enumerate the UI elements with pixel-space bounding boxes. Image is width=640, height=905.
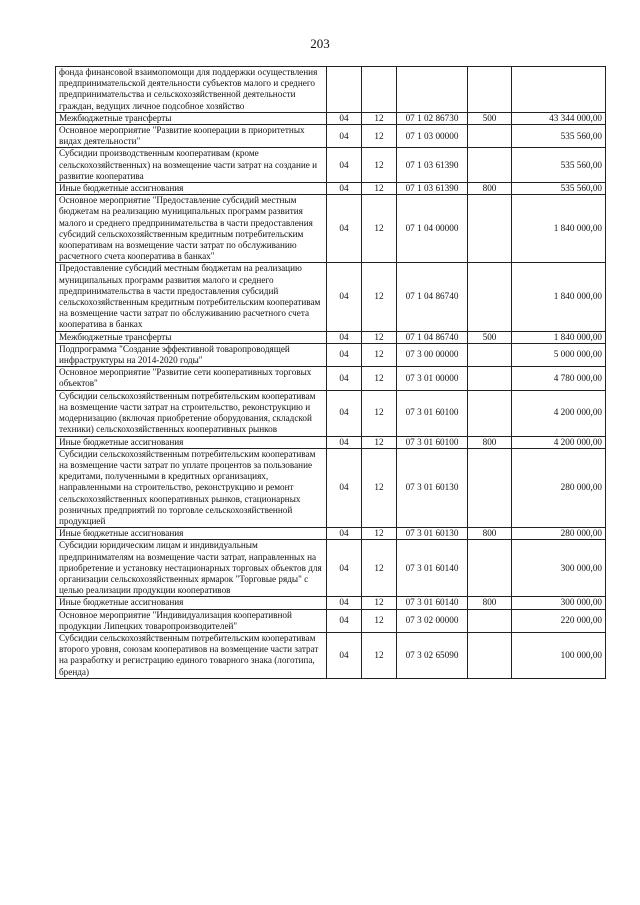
table-row (56, 331, 606, 343)
row-amount-cell: 5 000 000,00 (512, 343, 606, 366)
row-section-cell: 04 (327, 331, 362, 343)
row-target-cell: 07 1 04 86740 (397, 263, 468, 331)
row-expense-type-cell (468, 195, 512, 263)
row-target-cell: 07 1 03 61390 (397, 183, 468, 195)
row-name-cell: Иные бюджетные ассигнования (56, 597, 327, 609)
row-name-cell: фонда финансовой взаимопомощи для поддержки осуществления предпринимательской деятельности субъектов малого и среднего предпринимательства и сельскохозяйственной деятельности граждан, ведущих личное подсобное хозяйство (56, 67, 327, 113)
row-section-cell: 04 (327, 263, 362, 331)
row-expense-type-cell (468, 148, 512, 183)
table-row (56, 597, 606, 609)
row-name-cell: Межбюджетные трансферты (56, 112, 327, 124)
row-subsection-cell: 12 (362, 148, 397, 183)
row-section-cell: 04 (327, 195, 362, 263)
row-expense-type-cell: 800 (468, 528, 512, 540)
row-subsection-cell: 12 (362, 540, 397, 597)
row-name-cell: Основное мероприятие "Индивидуализация кооперативной продукции Липецких товаропроизводителей" (56, 609, 327, 632)
row-amount-cell: 300 000,00 (512, 597, 606, 609)
row-target-cell: 07 3 02 65090 (397, 632, 468, 678)
row-expense-type-cell (468, 390, 512, 436)
table-row (56, 195, 606, 263)
row-expense-type-cell: 500 (468, 112, 512, 124)
row-amount-cell: 535 560,00 (512, 183, 606, 195)
row-amount-cell (512, 67, 606, 113)
row-name-cell: Субсидии юридическим лицам и индивидуальным предпринимателям на возмещение части затрат, направленных на приобретение и установку нестационарных торговых объектов для организации сельскохозяйственных ярмарок "Торговые ряды" с целью реализации продукции кооперативов (56, 540, 327, 597)
row-section-cell: 04 (327, 343, 362, 366)
row-subsection-cell: 12 (362, 436, 397, 448)
row-amount-cell: 4 200 000,00 (512, 390, 606, 436)
row-name-cell: Основное мероприятие "Развитие сети кооперативных торговых объектов" (56, 367, 327, 390)
row-target-cell: 07 1 04 86740 (397, 331, 468, 343)
row-target-cell: 07 3 01 60140 (397, 597, 468, 609)
row-section-cell (327, 67, 362, 113)
row-subsection-cell (362, 67, 397, 113)
table-row (56, 540, 606, 597)
row-section-cell: 04 (327, 125, 362, 148)
row-amount-cell: 43 344 000,00 (512, 112, 606, 124)
row-subsection-cell: 12 (362, 632, 397, 678)
row-amount-cell: 4 200 000,00 (512, 436, 606, 448)
row-name-cell: Предоставление субсидий местным бюджетам на реализацию муниципальных программ развития малого и среднего предпринимательства в части предоставления субсидий сельскохозяйственным кредитным потребительским кооперативам на возмещение части затрат по обслуживанию расчетного счета кооператива в банках (56, 263, 327, 331)
row-name-cell: Основное мероприятие "Развитие кооперации в приоритетных видах деятельности" (56, 125, 327, 148)
row-name-cell: Иные бюджетные ассигнования (56, 436, 327, 448)
row-section-cell: 04 (327, 367, 362, 390)
row-name-cell: Основное мероприятие "Предоставление субсидий местным бюджетам на реализацию муниципальных программ развития малого и среднего предпринимательства в части предоставления субсидий сельскохозяйственным кредитным потребительским кооперативам на возмещение части затрат по обслуживанию расчетного счета кооператива в банках" (56, 195, 327, 263)
row-subsection-cell: 12 (362, 528, 397, 540)
row-subsection-cell: 12 (362, 183, 397, 195)
row-name-cell: Подпрограмма "Создание эффективной товаропроводящей инфраструктуры на 2014-2020 годы" (56, 343, 327, 366)
row-section-cell: 04 (327, 632, 362, 678)
row-section-cell: 04 (327, 112, 362, 124)
row-amount-cell: 1 840 000,00 (512, 195, 606, 263)
row-expense-type-cell (468, 632, 512, 678)
row-target-cell: 07 3 01 60100 (397, 436, 468, 448)
row-subsection-cell: 12 (362, 367, 397, 390)
row-target-cell: 07 3 00 00000 (397, 343, 468, 366)
row-target-cell: 07 3 01 60140 (397, 540, 468, 597)
table-row (56, 632, 606, 678)
row-subsection-cell: 12 (362, 609, 397, 632)
row-subsection-cell: 12 (362, 343, 397, 366)
row-target-cell: 07 1 02 86730 (397, 112, 468, 124)
row-amount-cell: 100 000,00 (512, 632, 606, 678)
table-row (56, 367, 606, 390)
row-subsection-cell: 12 (362, 448, 397, 527)
row-target-cell: 07 3 01 00000 (397, 367, 468, 390)
row-amount-cell: 1 840 000,00 (512, 263, 606, 331)
table-row (56, 263, 606, 331)
row-target-cell: 07 1 04 00000 (397, 195, 468, 263)
row-subsection-cell: 12 (362, 125, 397, 148)
row-expense-type-cell (468, 67, 512, 113)
row-name-cell: Межбюджетные трансферты (56, 331, 327, 343)
table-row (56, 528, 606, 540)
row-subsection-cell: 12 (362, 390, 397, 436)
row-section-cell: 04 (327, 540, 362, 597)
row-amount-cell: 535 560,00 (512, 125, 606, 148)
row-target-cell: 07 3 02 00000 (397, 609, 468, 632)
table-row (56, 183, 606, 195)
row-subsection-cell: 12 (362, 112, 397, 124)
row-target-cell: 07 1 03 61390 (397, 148, 468, 183)
table-row (56, 112, 606, 124)
row-target-cell (397, 67, 468, 113)
row-expense-type-cell (468, 540, 512, 597)
row-target-cell: 07 1 03 00000 (397, 125, 468, 148)
row-name-cell: Субсидии сельскохозяйственным потребительским кооперативам на возмещение части затрат на строительство, реконструкцию и модернизацию (включая приобретение оборудования, складской техники) сельскохозяйственных кооперативных рынков (56, 390, 327, 436)
row-expense-type-cell (468, 343, 512, 366)
row-name-cell: Субсидии производственным кооперативам (кроме сельскохозяйственных) на возмещение части затрат на создание и развитие кооператива (56, 148, 327, 183)
budget-table-body (56, 67, 606, 679)
row-section-cell: 04 (327, 436, 362, 448)
row-expense-type-cell (468, 367, 512, 390)
row-section-cell: 04 (327, 390, 362, 436)
row-name-cell: Иные бюджетные ассигнования (56, 528, 327, 540)
row-section-cell: 04 (327, 183, 362, 195)
table-row (56, 436, 606, 448)
row-expense-type-cell (468, 125, 512, 148)
row-section-cell: 04 (327, 448, 362, 527)
page-number: 203 (310, 36, 330, 51)
row-target-cell: 07 3 01 60130 (397, 448, 468, 527)
table-row (56, 148, 606, 183)
row-name-cell: Субсидии сельскохозяйственным потребительским кооперативам второго уровня, союзам кооперативов на возмещение части затрат на разработку и регистрацию единого товарного знака (логотипа, бренда) (56, 632, 327, 678)
row-expense-type-cell (468, 448, 512, 527)
table-row (56, 609, 606, 632)
row-amount-cell: 4 780 000,00 (512, 367, 606, 390)
row-amount-cell: 1 840 000,00 (512, 331, 606, 343)
table-row (56, 125, 606, 148)
row-expense-type-cell: 800 (468, 436, 512, 448)
table-row (56, 343, 606, 366)
row-expense-type-cell (468, 263, 512, 331)
row-section-cell: 04 (327, 148, 362, 183)
row-section-cell: 04 (327, 597, 362, 609)
table-row (56, 448, 606, 527)
row-section-cell: 04 (327, 609, 362, 632)
row-target-cell: 07 3 01 60100 (397, 390, 468, 436)
table-row (56, 390, 606, 436)
row-subsection-cell: 12 (362, 263, 397, 331)
row-amount-cell: 535 560,00 (512, 148, 606, 183)
row-amount-cell: 220 000,00 (512, 609, 606, 632)
row-target-cell: 07 3 01 60130 (397, 528, 468, 540)
row-expense-type-cell: 800 (468, 597, 512, 609)
row-expense-type-cell (468, 609, 512, 632)
row-expense-type-cell: 800 (468, 183, 512, 195)
table-row (56, 67, 606, 113)
row-section-cell: 04 (327, 528, 362, 540)
row-amount-cell: 280 000,00 (512, 448, 606, 527)
row-amount-cell: 300 000,00 (512, 540, 606, 597)
row-subsection-cell: 12 (362, 331, 397, 343)
row-subsection-cell: 12 (362, 597, 397, 609)
row-name-cell: Иные бюджетные ассигнования (56, 183, 327, 195)
row-name-cell: Субсидии сельскохозяйственным потребительским кооперативам на возмещение части затрат по уплате процентов за пользование кредитами, полученными в кредитных организациях, направленными на строительство, реконструкцию и ремонт сельскохозяйственных кооперативных рынков, стационарных розничных предприятий по торговле сельскохозяйственной продукцией (56, 448, 327, 527)
budget-table (55, 66, 606, 679)
row-amount-cell: 280 000,00 (512, 528, 606, 540)
row-expense-type-cell: 500 (468, 331, 512, 343)
row-subsection-cell: 12 (362, 195, 397, 263)
